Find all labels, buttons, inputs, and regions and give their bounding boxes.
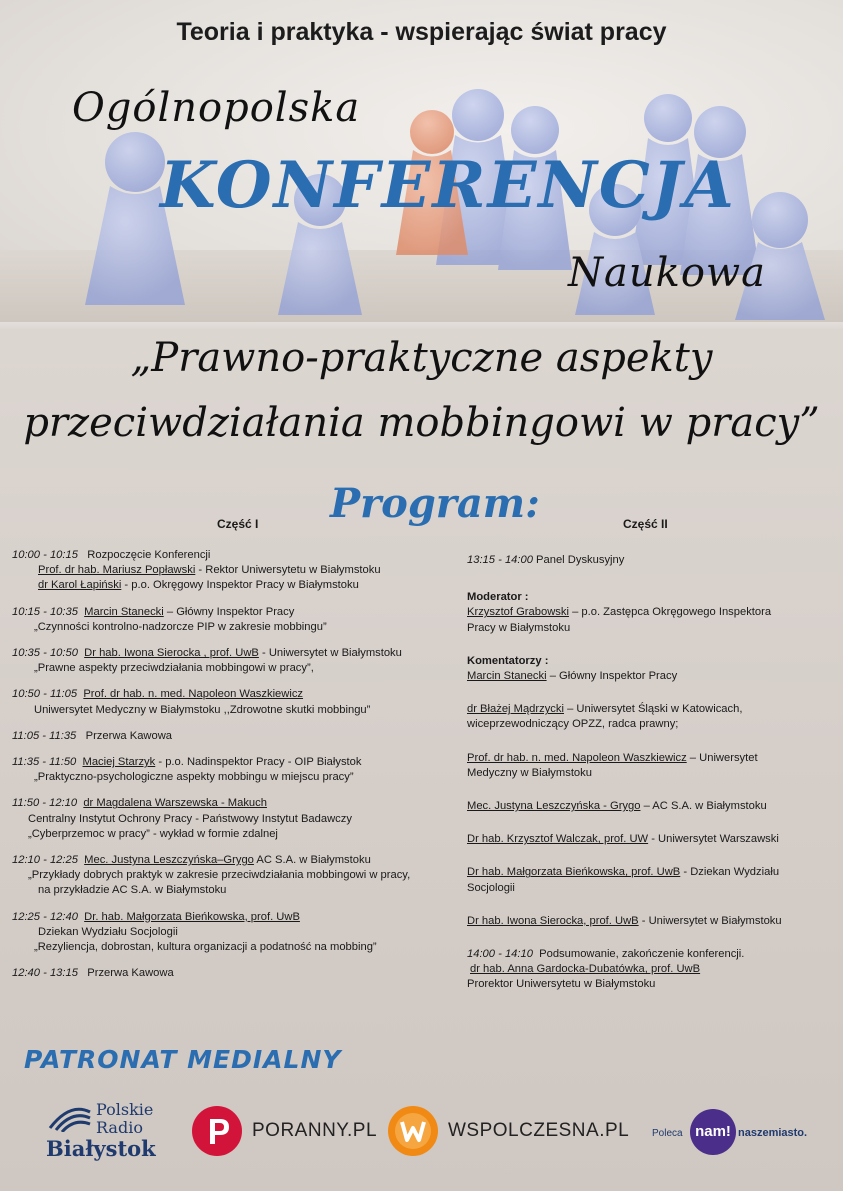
- speaker-name: Marcin Stanecki: [84, 605, 164, 618]
- time: 12:25 - 12:40: [12, 910, 78, 923]
- speaker-role: - Uniwersytet w Białymstoku: [638, 914, 782, 927]
- commentator-item: [467, 914, 832, 929]
- time: 14:00 - 14:10: [467, 948, 533, 961]
- speaker-name: Dr hab. Małgorzata Bieńkowska, prof. UwB: [467, 866, 681, 879]
- part-1-schedule: [12, 548, 462, 992]
- speaker-role: – Główny Inspektor Pracy: [546, 670, 678, 683]
- commentator-item: [467, 702, 832, 732]
- speaker-role: Prorektor Uniwersytetu w Białymstoku: [467, 978, 656, 991]
- item-title: Rozpoczęcie Konferencji: [87, 549, 211, 561]
- moderator-label: Moderator :: [467, 591, 529, 604]
- speaker-role-cont: Medyczny w Białymstoku: [467, 766, 592, 779]
- top-title: Teoria i praktyka - wspierając świat pracy: [176, 18, 667, 46]
- speaker-role: AC S.A. w Białymstoku: [253, 854, 371, 867]
- schedule-item: [12, 729, 462, 744]
- speaker-role-cont: Pracy w Białymstoku: [467, 621, 571, 634]
- speaker-name: Maciej Starzyk: [82, 756, 156, 769]
- wspolczesna-w-icon: [388, 1106, 438, 1156]
- part-2-heading: Część II: [623, 517, 668, 531]
- speaker-role: – p.o. Zastępca Okręgowego Inspektora: [568, 606, 772, 619]
- moderator-block: [467, 590, 832, 636]
- speaker-name: Mec. Justyna Leszczyńska–Grygo: [84, 854, 254, 867]
- part-2-schedule: [467, 553, 832, 1011]
- talk-title: „Cyberprzemoc w pracy” - wykład w formie zdalnej: [28, 827, 278, 840]
- talk-title: „Prawne aspekty przeciwdziałania mobbingowi w pracy”,: [34, 662, 314, 675]
- schedule-item: [12, 605, 462, 635]
- time: 10:35 - 10:50: [12, 647, 78, 660]
- speaker-name: Prof. dr hab. n. med. Napoleon Waszkiewicz: [467, 751, 687, 764]
- speaker-role: – Uniwersytet: [686, 751, 758, 764]
- schedule-item: [12, 966, 462, 981]
- speaker-name: Prof. dr hab. n. med. Napoleon Waszkiewicz: [83, 688, 304, 701]
- time: 11:35 - 11:50: [12, 756, 77, 769]
- time: 13:15 - 14:00: [467, 554, 533, 566]
- speaker-name: Krzysztof Grabowski: [467, 606, 569, 619]
- title-konferencja: KONFERENCJA: [160, 148, 736, 223]
- speaker-role: – Główny Inspektor Pracy: [163, 605, 295, 618]
- logo-naszemiasto: [652, 1100, 822, 1160]
- speaker-name: Dr hab. Iwona Sierocka, prof. UwB: [467, 914, 639, 927]
- talk-title: „Praktyczno-psychologiczne aspekty mobbingu w miejscu pracy”: [34, 771, 354, 784]
- title-naukowa: Naukowa: [568, 250, 767, 296]
- time: 12:10 - 12:25: [12, 854, 78, 867]
- commentator-item: [467, 865, 832, 895]
- speaker-role: – Uniwersytet Śląski w Katowicach,: [563, 703, 743, 716]
- speaker-role: - Uniwersytet Warszawski: [648, 833, 779, 846]
- speaker-affiliation: Dziekan Wydziału Socjologii: [38, 925, 178, 938]
- speaker-name: Dr. hab. Małgorzata Bieńkowska, prof. UwB: [84, 910, 300, 923]
- commentator-item: [467, 832, 832, 847]
- radio-name-line1: Polskie: [96, 1100, 154, 1119]
- talk-title: „Przykłady dobrych praktyk w zakresie przeciwdziałania mobbingowi w pracy,: [28, 869, 411, 882]
- logo-poranny: [192, 1100, 382, 1160]
- item-title: Panel Dyskusyjny: [536, 554, 625, 566]
- speaker-role: - p.o. Okręgowy Inspektor Pracy w Białymstoku: [121, 579, 359, 592]
- talk-title-cont: na przykładzie AC S.A. w Białymstoku: [38, 884, 227, 897]
- program-heading: Program:: [330, 480, 540, 527]
- speaker-name: Dr hab. Krzysztof Walczak, prof. UW: [467, 833, 649, 846]
- talk-title: „Czynności kontrolno-nadzorcze PIP w zakresie mobbingu”: [34, 620, 327, 633]
- speaker-affiliation: Centralny Instytut Ochrony Pracy - Państwowy Instytut Badawczy: [28, 812, 352, 825]
- topic-line-1: „Prawno-praktyczne aspekty: [130, 335, 713, 381]
- speaker-role-cont: wiceprzewodniczący OPZZ, radca prawny;: [467, 718, 679, 731]
- time: 10:00 - 10:15: [12, 549, 78, 561]
- speaker-name: Dr hab. Iwona Sierocka , prof. UwB: [84, 647, 259, 660]
- item-title: Podsumowanie, zakończenie konferencji.: [539, 948, 745, 961]
- speaker-name: dr Karol Łapiński: [38, 579, 122, 592]
- logo-polskie-radio-bialystok: [46, 1100, 176, 1160]
- speaker-name: Marcin Stanecki: [467, 670, 547, 683]
- commentator-item: [467, 799, 832, 814]
- schedule-item: [12, 755, 462, 785]
- time: 12:40 - 13:15: [12, 967, 78, 980]
- speaker-role: - Dziekan Wydziału: [680, 866, 780, 879]
- schedule-item: [12, 548, 462, 594]
- commentators-label: Komentatorzy :: [467, 654, 549, 667]
- speaker-role: – AC S.A. w Białymstoku: [640, 800, 767, 813]
- schedule-item: [467, 553, 832, 568]
- time: 11:05 - 11:35: [12, 729, 77, 742]
- poranny-name: PORANNY.PL: [252, 1120, 378, 1141]
- schedule-item: [12, 796, 462, 842]
- time: 10:15 - 10:35: [12, 605, 78, 618]
- commentator-item: [467, 751, 832, 781]
- time: 11:50 - 12:10: [12, 797, 78, 810]
- speaker-name: dr Błażej Mądrzycki: [467, 703, 564, 716]
- patronat-heading: PATRONAT MEDIALNY: [24, 1045, 342, 1074]
- speaker-role-cont: Socjologii: [467, 881, 515, 894]
- item-title: Przerwa Kawowa: [87, 967, 174, 980]
- item-title: Przerwa Kawowa: [85, 729, 173, 742]
- part-1-heading: Część I: [217, 517, 259, 531]
- naszemiasto-prefix: Poleca: [652, 1128, 683, 1139]
- speaker-name: dr hab. Anna Gardocka-Dubatówka, prof. UwB: [470, 963, 701, 976]
- schedule-item: [12, 646, 462, 676]
- radio-waves-icon: [46, 1102, 94, 1132]
- topic-line-2: przeciwdziałania mobbingowi w pracy”: [23, 400, 820, 446]
- schedule-item: [467, 947, 832, 993]
- speaker-name: dr Magdalena Warszewska - Makuch: [83, 797, 267, 810]
- wspolczesna-name: WSPOLCZESNA.PL: [448, 1120, 630, 1141]
- radio-name-line3: Białystok: [46, 1136, 156, 1161]
- radio-name-line2: Radio: [96, 1118, 143, 1137]
- naszemiasto-badge: nam!: [690, 1109, 736, 1155]
- speaker-role: - Uniwersytet w Białymstoku: [258, 647, 402, 660]
- schedule-item: [12, 910, 462, 956]
- title-ogolnopolska: Ogólnopolska: [72, 85, 361, 131]
- speaker-name: Mec. Justyna Leszczyńska - Grygo: [467, 800, 641, 813]
- speaker-role: - Rektor Uniwersytetu w Białymstoku: [195, 564, 381, 577]
- speaker-name: Prof. dr hab. Mariusz Popławski: [38, 564, 196, 577]
- talk-title: „Rezyliencja, dobrostan, kultura organizacji a podatność na mobbing”: [34, 941, 377, 954]
- naszemiasto-name: naszemiasto.: [738, 1127, 808, 1139]
- speaker-role: - p.o. Nadinspektor Pracy - OIP Białystok: [155, 756, 362, 769]
- poranny-p-icon: [192, 1106, 242, 1156]
- schedule-item: [12, 853, 462, 899]
- commentator-block: [467, 654, 832, 684]
- speaker-affiliation: Uniwersytet Medyczny w Białymstoku ,,Zdrowotne skutki mobbingu”: [34, 703, 371, 716]
- schedule-item: [12, 687, 462, 717]
- logo-wspolczesna: [388, 1100, 630, 1160]
- header-banner: [0, 0, 843, 322]
- time: 10:50 - 11:05: [12, 688, 78, 701]
